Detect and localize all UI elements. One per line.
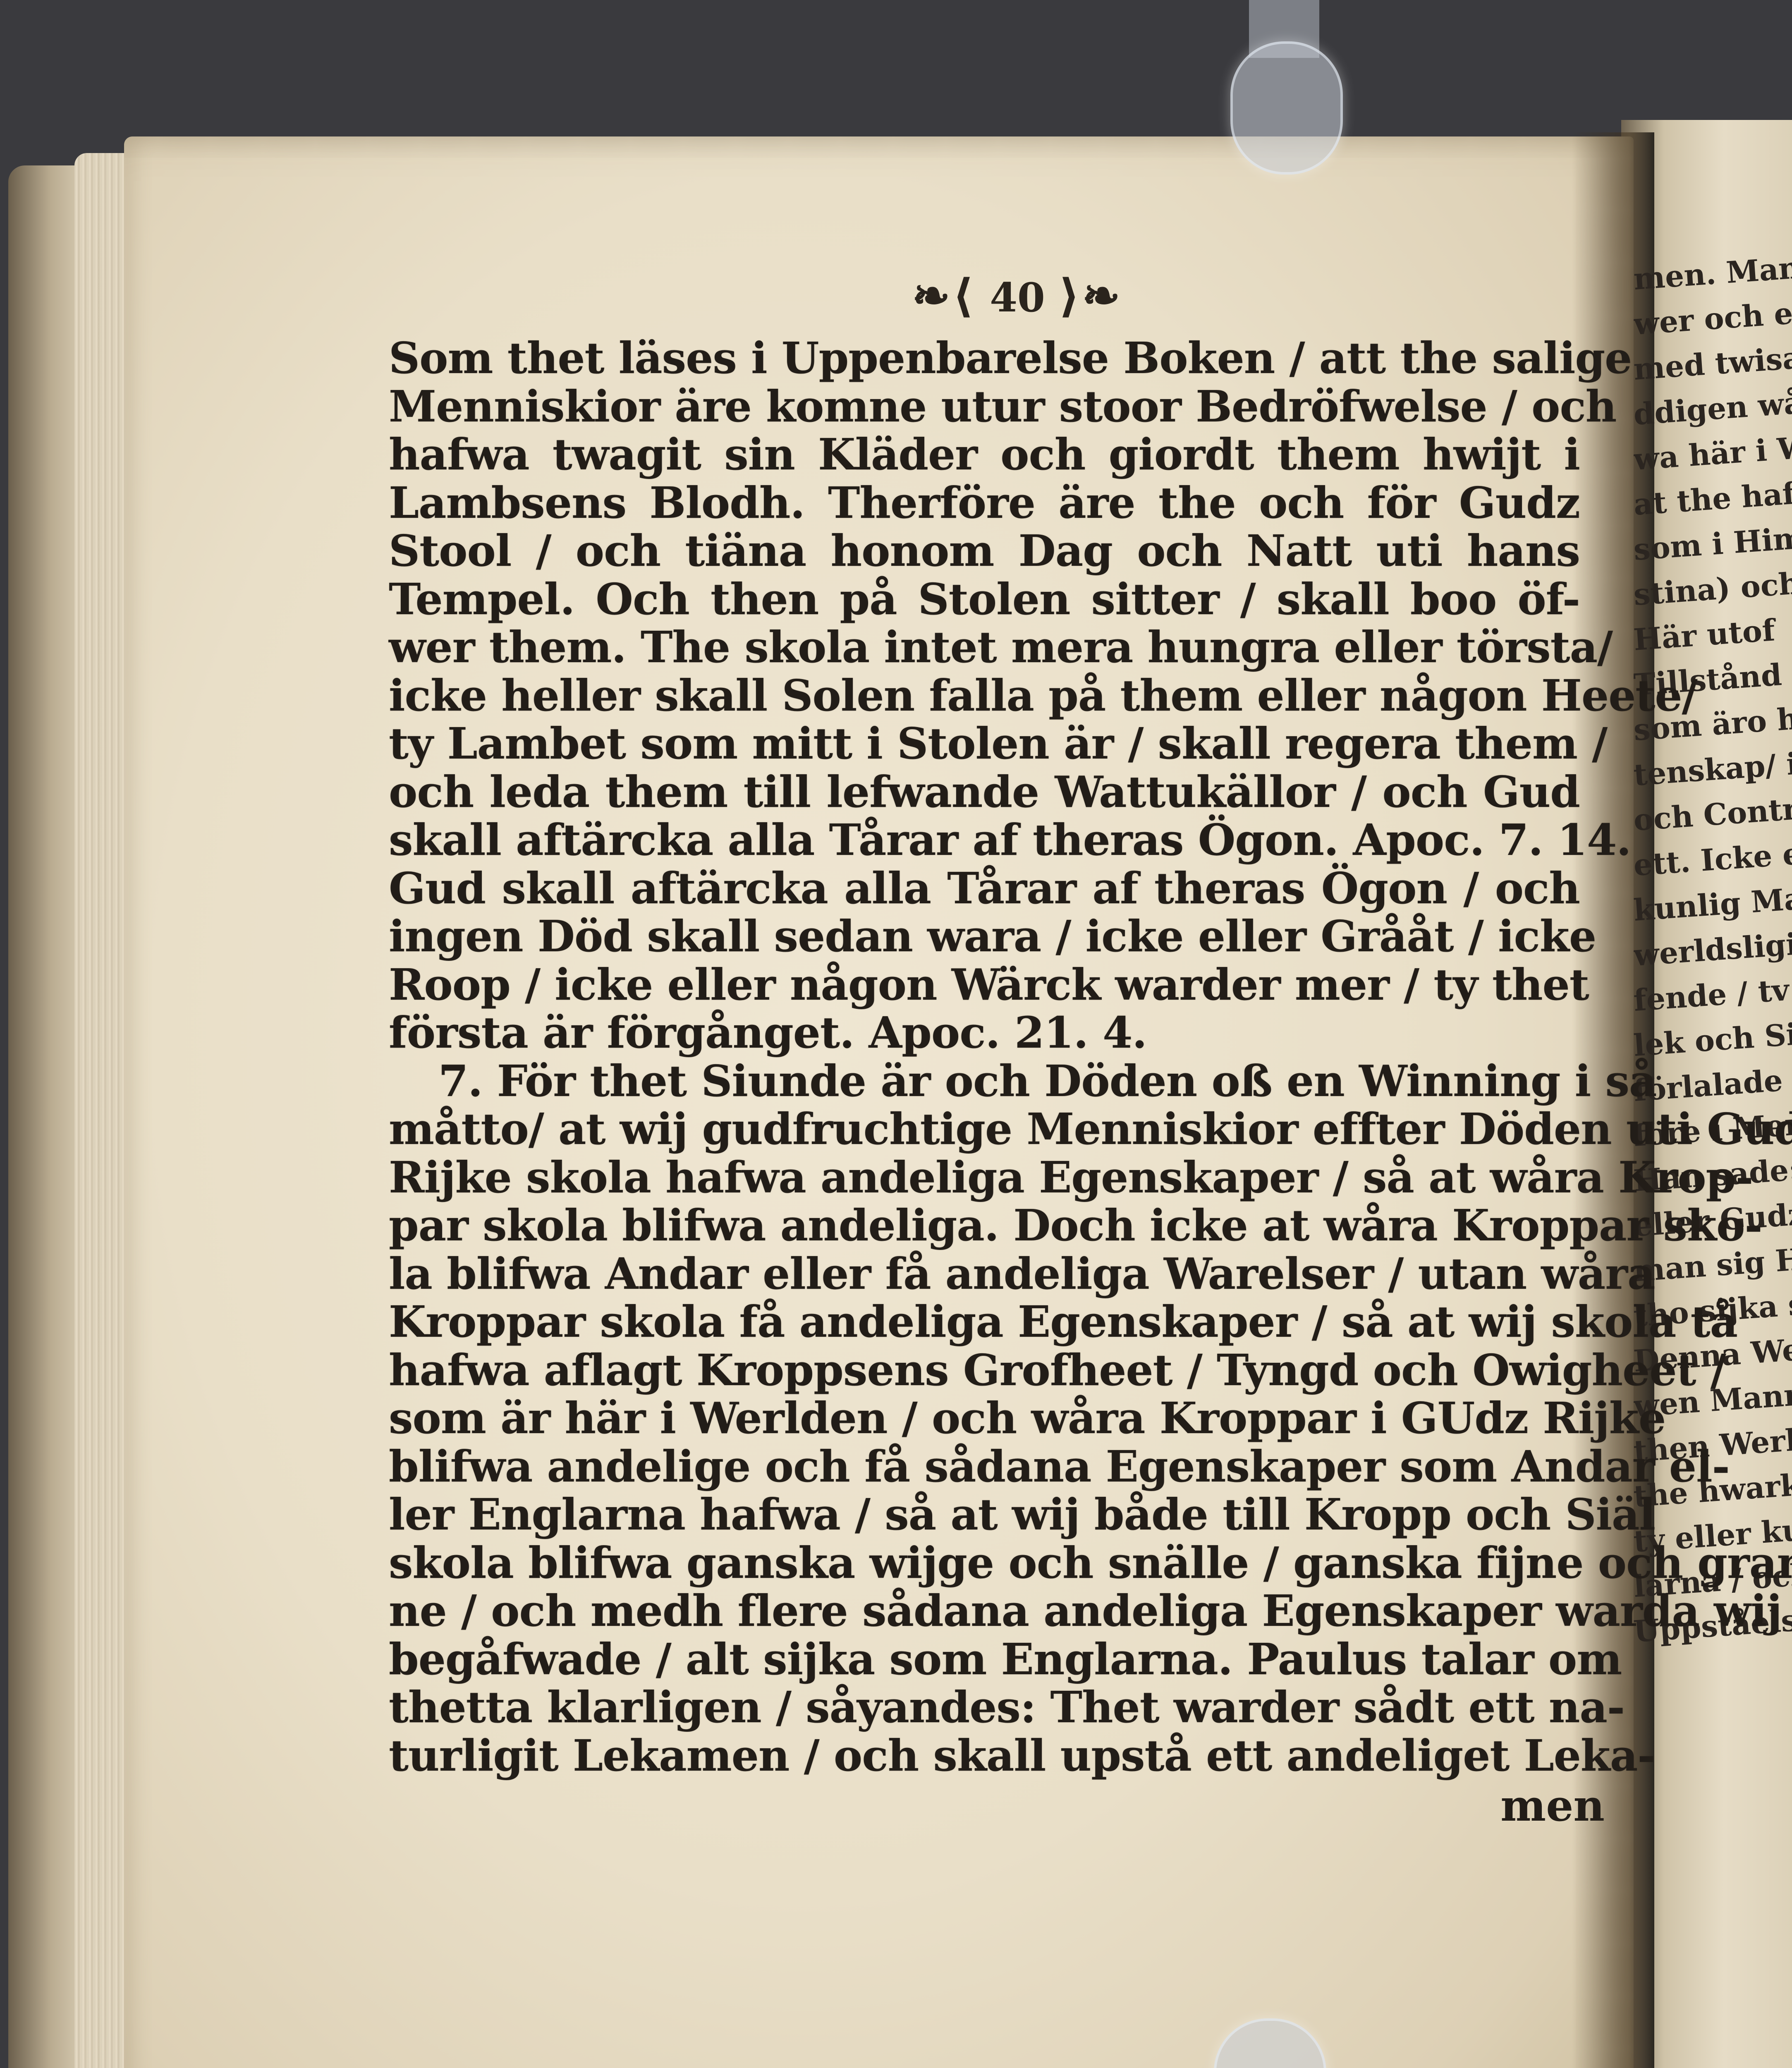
text-line: thetta klarligen / såyandes: Thet warder sådt ett na-: [389, 1684, 1580, 1731]
page-clip-top: [1230, 41, 1343, 175]
text-line: som är här i Werlden / och wåra Kroppar i GUdz Rijke: [389, 1395, 1580, 1441]
facing-page-line: kunlig Maat: [1634, 876, 1792, 932]
facing-page-line: man sig Hustro: [1634, 1237, 1792, 1293]
facing-page-line: wa här i Werld: [1634, 426, 1792, 481]
facing-page-line: tenskap/ ingen: [1634, 741, 1792, 797]
text-line: Menniskior äre komne utur stoor Bedröfwelse / och: [389, 383, 1580, 430]
facing-page-line: Tillstånd skall: [1634, 651, 1792, 707]
facing-page-line: Uppståels: [1634, 1598, 1792, 1654]
text-line: Som thet läses i Uppenbarelse Boken / att the salige: [389, 335, 1580, 381]
facing-page-line: the hwarken: [1634, 1462, 1792, 1518]
text-line: hafwa twagit sin Kläder och giordt them hwijt i: [389, 431, 1580, 478]
text-line: turligit Lekamen / och skall upstå ett andeliget Leka-: [389, 1733, 1580, 1779]
text-line: wer them. The skola intet mera hungra eller törsta/: [389, 624, 1580, 670]
text-line: Stool / och tiäna honom Dag och Natt uti hans: [389, 528, 1580, 574]
facing-page-line: men. Man: [1634, 256, 1792, 302]
text-line: hafwa aflagt Kroppsens Grofheet / Tyngd och Owigheet /: [389, 1347, 1580, 1393]
facing-page-line: eller Gudz: [1634, 1192, 1792, 1248]
text-line: Lambsens Blodh. Therföre äre the och för Gudz: [389, 480, 1580, 526]
page-header: [852, 265, 1183, 327]
facing-page-line: werldsligit/: [1634, 922, 1792, 977]
text-line: blifwa andelige och få sådana Egenskaper som Andar el-: [389, 1443, 1580, 1490]
facing-page-line: ddigen wåra: [1634, 381, 1792, 436]
facing-page-line: larna / och: [1634, 1553, 1792, 1608]
facing-page-line: at the hafwa: [1634, 471, 1792, 527]
facing-page-line: ett. Icke eller: [1634, 831, 1792, 887]
facing-page-line: som äro här: [1634, 696, 1792, 752]
text-line: ingen Död skall sedan wara / icke eller Grååt / icke: [389, 913, 1580, 960]
text-line: Roop / icke eller någon Wärck warder mer / ty thet: [389, 962, 1580, 1008]
text-line: 7. För thet Siunde är och Döden oß en Winning i så: [389, 1058, 1580, 1104]
facing-page-line: wer och ett: [1634, 290, 1792, 346]
facing-page-line: then Werldene: [1634, 1417, 1792, 1473]
facing-page-line: med twisas: [1634, 335, 1792, 391]
facing-page-line: före i Menniskorn: [1634, 1102, 1792, 1158]
facing-page-line: stina) och: [1634, 561, 1792, 617]
facing-page-line: Han sade:: [1634, 1147, 1792, 1203]
facing-page-line: som i Himme: [1634, 516, 1792, 572]
text-line: skola blifwa ganska wijge och snälle / ganska fijne och gran-: [389, 1540, 1580, 1586]
text-line: ne / och medh flere sådana andeliga Egenskaper warda wij: [389, 1588, 1580, 1634]
text-line: ler Englarna hafwa / så at wij både till Kropp och Siäl: [389, 1491, 1580, 1538]
text-line: icke heller skall Solen falla på them eller någon Heete/: [389, 673, 1580, 719]
text-line: skall aftärcka alla Tårar af theras Ögon. Apoc. 7. 14.: [389, 817, 1580, 863]
ornament-right: ⟩❧: [1059, 269, 1122, 322]
text-line: Kroppar skola få andeliga Egenskaper / så at wij skola tå: [389, 1299, 1580, 1345]
text-line: par skola blifwa andeliga. Doch icke at wåra Kroppar sko-: [389, 1202, 1580, 1249]
facing-page-line: förlalade: [1634, 1057, 1792, 1113]
facing-page-line: Denna Werlden: [1634, 1327, 1792, 1383]
facing-page-line: fende / tv: [1634, 967, 1792, 1022]
ornament-left: ❧⟨: [912, 269, 976, 322]
facing-page-line: lek och Sinligheter: [1634, 1012, 1792, 1068]
text-line: Tempel. Och then på Stolen sitter / skall boo öf-: [389, 576, 1580, 622]
text-line: Rijke skola hafwa andeliga Egenskaper / så at wåra Krop-: [389, 1154, 1580, 1201]
facing-page-line: Här utof: [1634, 606, 1792, 662]
text-line: måtto/ at wij gudfruchtige Menniskior effter Döden uti Gudz: [389, 1106, 1580, 1152]
text-line: Gud skall aftärcka alla Tårar af theras Ögon / och: [389, 865, 1580, 912]
page-number: 40: [990, 274, 1045, 321]
text-line: ty Lambet som mitt i Stolen är / skall regera them /: [389, 720, 1580, 767]
facing-page-line: tho sijka som: [1634, 1282, 1792, 1338]
text-line: la blifwa Andar eller få andeliga Warelser / utan wåra: [389, 1251, 1580, 1297]
text-line: begåfwade / alt sijka som Englarna. Paulus talar om: [389, 1636, 1580, 1683]
facing-page-line: ty eller kunna: [1634, 1508, 1792, 1563]
facing-page-line: och Contracter,: [1634, 786, 1792, 842]
text-line: och leda them till lefwande Wattukällor / och Gud: [389, 769, 1580, 815]
facing-page-line: wen Mannom,: [1634, 1372, 1792, 1428]
catchword: men: [1497, 1783, 1605, 1829]
text-line: första är förgånget. Apoc. 21. 4.: [389, 1010, 1580, 1056]
